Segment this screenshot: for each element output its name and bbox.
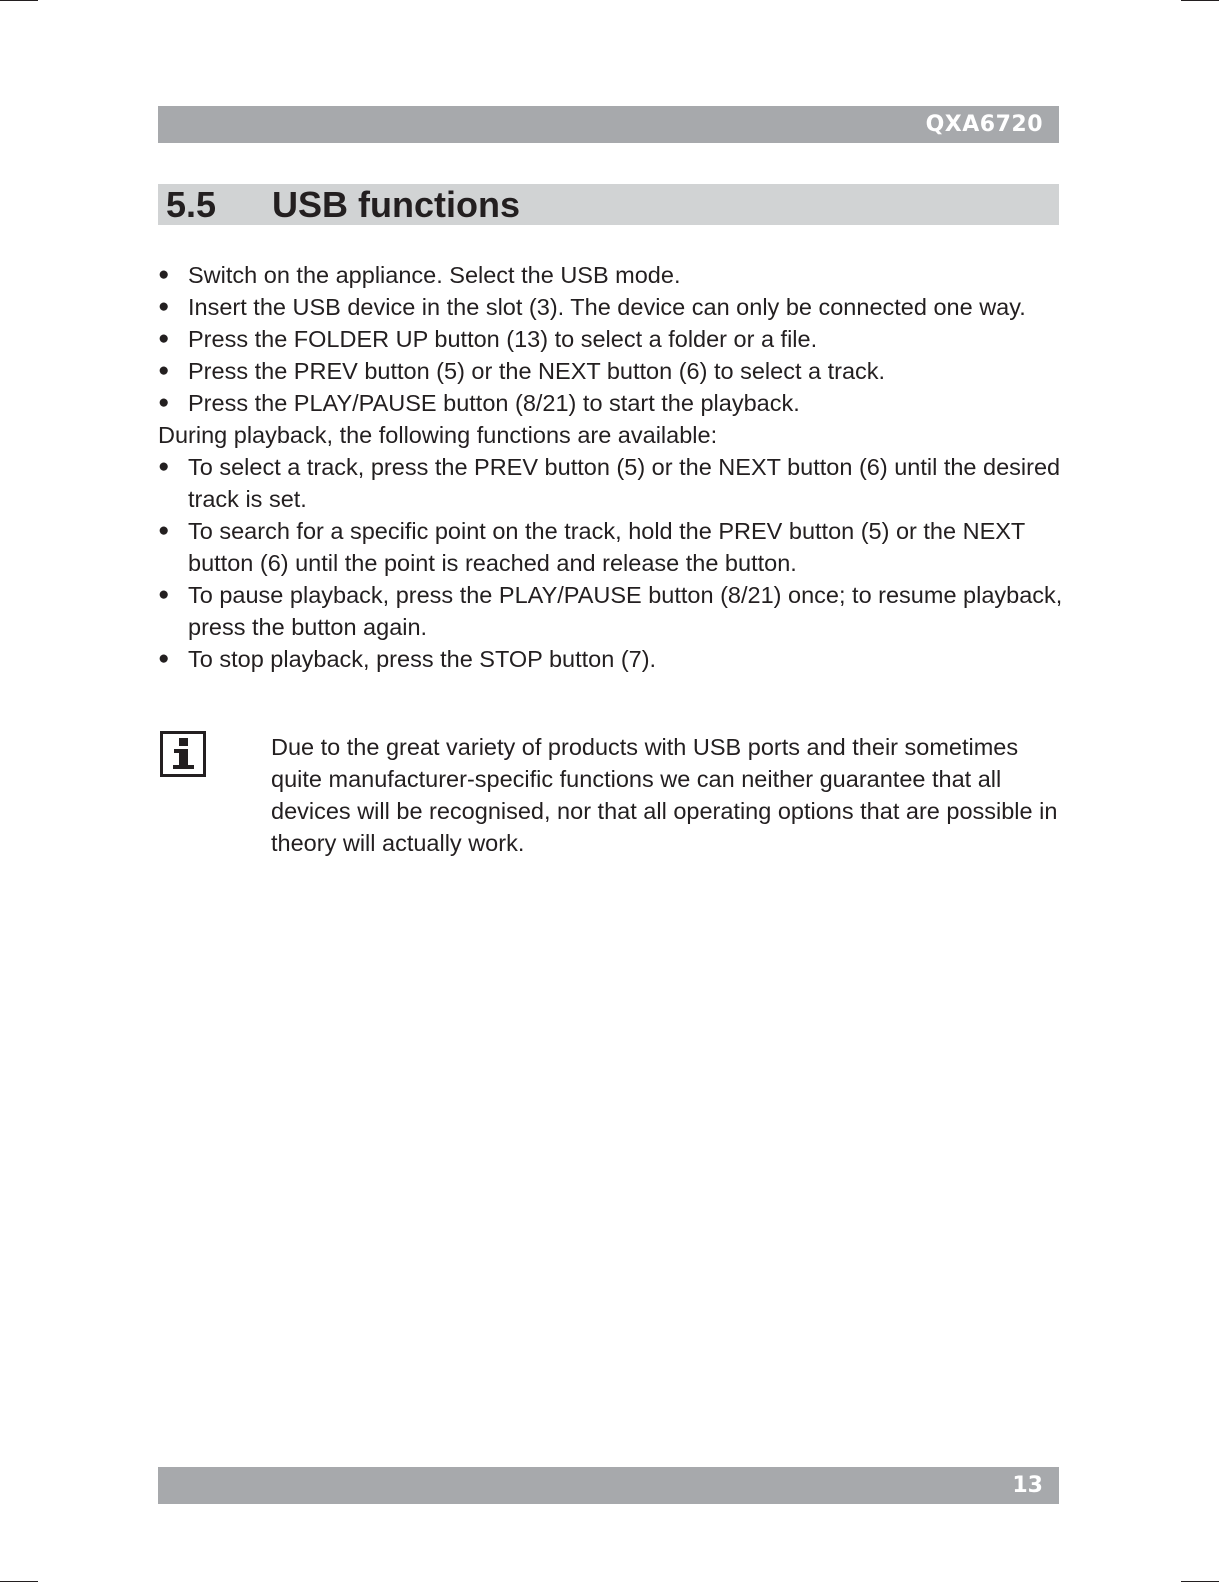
bullet-icon: ● bbox=[158, 328, 170, 349]
steps-list bbox=[158, 259, 1063, 419]
note-text: Due to the great variety of products with USB ports and their sometimes quite manufacturer-specific functions we can neither guarantee that all devices will be recognised, nor that all operating options that are possible in theory will actually work. bbox=[271, 734, 1058, 856]
section-heading bbox=[158, 184, 1059, 225]
model-number: QXA6720 bbox=[925, 112, 1043, 137]
crop-mark bbox=[0, 0, 38, 1]
section-title: USB functions bbox=[272, 184, 520, 225]
bullet-icon: ● bbox=[158, 264, 170, 285]
list-item: ● To select a track, press the PREV button (5) or the NEXT button (6) until the desired track is set. bbox=[158, 451, 1063, 515]
list-item: ● To search for a specific point on the track, hold the PREV button (5) or the NEXT button (6) until the point is reached and release the button. bbox=[158, 515, 1063, 579]
bullet-icon: ● bbox=[158, 392, 170, 413]
bullet-icon: ● bbox=[158, 520, 170, 541]
list-item: ● Switch on the appliance. Select the USB mode. bbox=[158, 259, 1063, 291]
list-item: ● To stop playback, press the STOP button (7). bbox=[158, 643, 1063, 675]
list-item: ● Press the FOLDER UP button (13) to select a folder or a file. bbox=[158, 323, 1063, 355]
header-bar bbox=[158, 106, 1059, 143]
list-item: ● Insert the USB device in the slot (3). The device can only be connected one way. bbox=[158, 291, 1063, 323]
bullet-icon: ● bbox=[158, 584, 170, 605]
footer-bar bbox=[158, 1467, 1059, 1504]
info-icon bbox=[160, 731, 206, 777]
bullet-icon: ● bbox=[158, 648, 170, 669]
bullet-icon: ● bbox=[158, 296, 170, 317]
bullet-icon: ● bbox=[158, 360, 170, 381]
crop-mark bbox=[1181, 0, 1219, 1]
section-number: 5.5 bbox=[166, 184, 217, 225]
during-playback-text: During playback, the following functions are available: bbox=[158, 422, 718, 448]
page-number: 13 bbox=[1012, 1473, 1043, 1498]
instructions bbox=[158, 259, 1063, 675]
list-item: ● Press the PREV button (5) or the NEXT button (6) to select a track. bbox=[158, 355, 1063, 387]
bullet-icon: ● bbox=[158, 456, 170, 477]
info-glyph bbox=[163, 734, 203, 774]
list-item: ● Press the PLAY/PAUSE button (8/21) to start the playback. bbox=[158, 387, 1063, 419]
functions-list bbox=[158, 451, 1063, 675]
list-item: ● To pause playback, press the PLAY/PAUSE button (8/21) once; to resume playback, press the button again. bbox=[158, 579, 1063, 643]
